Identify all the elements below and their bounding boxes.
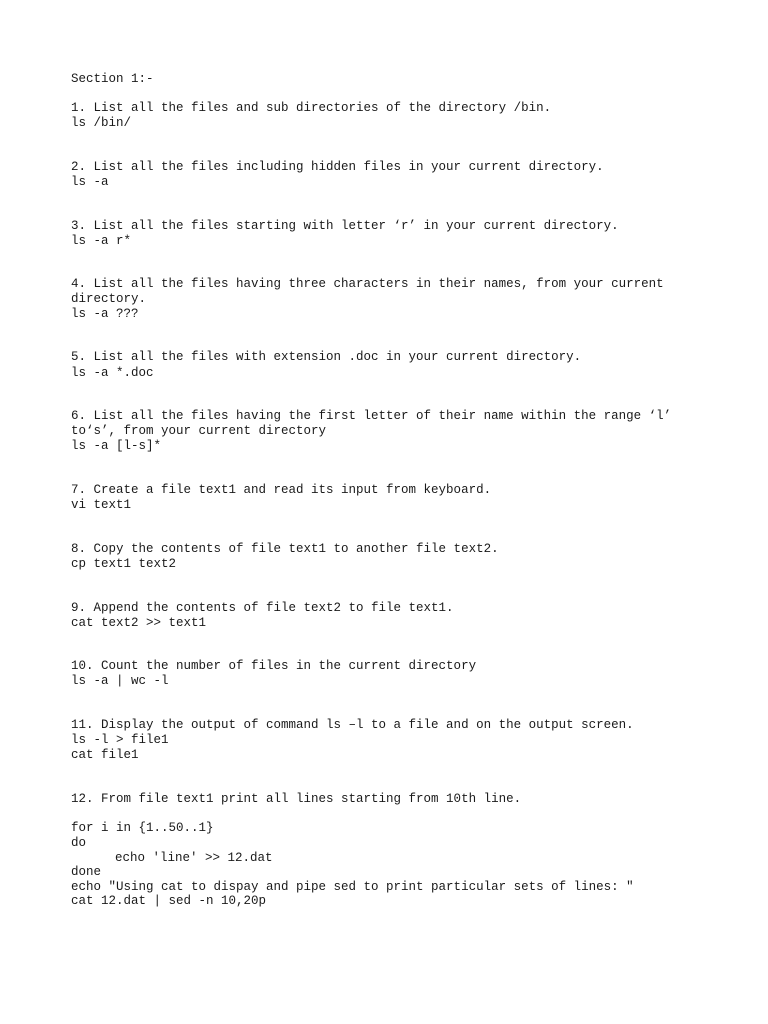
question-9-command: cat text2 >> text1: [71, 616, 207, 630]
question-9-text: 9. Append the contents of file text2 to file text1.: [71, 601, 454, 615]
question-10-command: ls -a | wc -l: [71, 674, 169, 688]
question-6-command: ls -a [l-s]*: [71, 439, 162, 453]
script-line: echo 'line' >> 12.dat: [115, 851, 273, 865]
question-1-text: 1. List all the files and sub directories of the directory /bin.: [71, 101, 552, 115]
question-10-text: 10. Count the number of files in the current directory: [71, 659, 477, 673]
question-11-text: 11. Display the output of command ls –l to a file and on the output screen.: [71, 718, 634, 732]
script-line: done: [71, 865, 102, 879]
script-line: do: [71, 836, 87, 850]
script-line: cat 12.dat | sed -n 10,20p: [71, 894, 267, 908]
question-4-command: ls -a ???: [71, 307, 139, 321]
question-8-command: cp text1 text2: [71, 557, 177, 571]
question-7-text: 7. Create a file text1 and read its input from keyboard.: [71, 483, 492, 497]
question-3-text: 3. List all the files starting with letter ‘r’ in your current directory.: [71, 219, 619, 233]
question-11-command-1: ls -l > file1: [71, 733, 169, 747]
script-line: echo "Using cat to dispay and pipe sed to print particular sets of lines: ": [71, 880, 634, 894]
section-heading: Section 1:-: [71, 72, 154, 86]
question-6-text-line-2: to‘s’, from your current directory: [71, 424, 327, 438]
question-2-command: ls -a: [71, 175, 109, 189]
question-5-text: 5. List all the files with extension .doc in your current directory.: [71, 350, 582, 364]
question-1-command: ls /bin/: [71, 116, 132, 130]
question-6-text-line-1: 6. List all the files having the first letter of their name within the range ‘l’: [71, 409, 672, 423]
question-4-text-line-2: directory.: [71, 292, 147, 306]
question-7-command: vi text1: [71, 498, 132, 512]
question-5-command: ls -a *.doc: [71, 366, 154, 380]
question-8-text: 8. Copy the contents of file text1 to another file text2.: [71, 542, 499, 556]
question-11-command-2: cat file1: [71, 748, 139, 762]
question-3-command: ls -a r*: [71, 234, 132, 248]
question-2-text: 2. List all the files including hidden files in your current directory.: [71, 160, 604, 174]
question-4-text-line-1: 4. List all the files having three characters in their names, from your current: [71, 277, 664, 291]
script-line: for i in {1..50..1}: [71, 821, 214, 835]
question-12-text: 12. From file text1 print all lines starting from 10th line.: [71, 792, 522, 806]
